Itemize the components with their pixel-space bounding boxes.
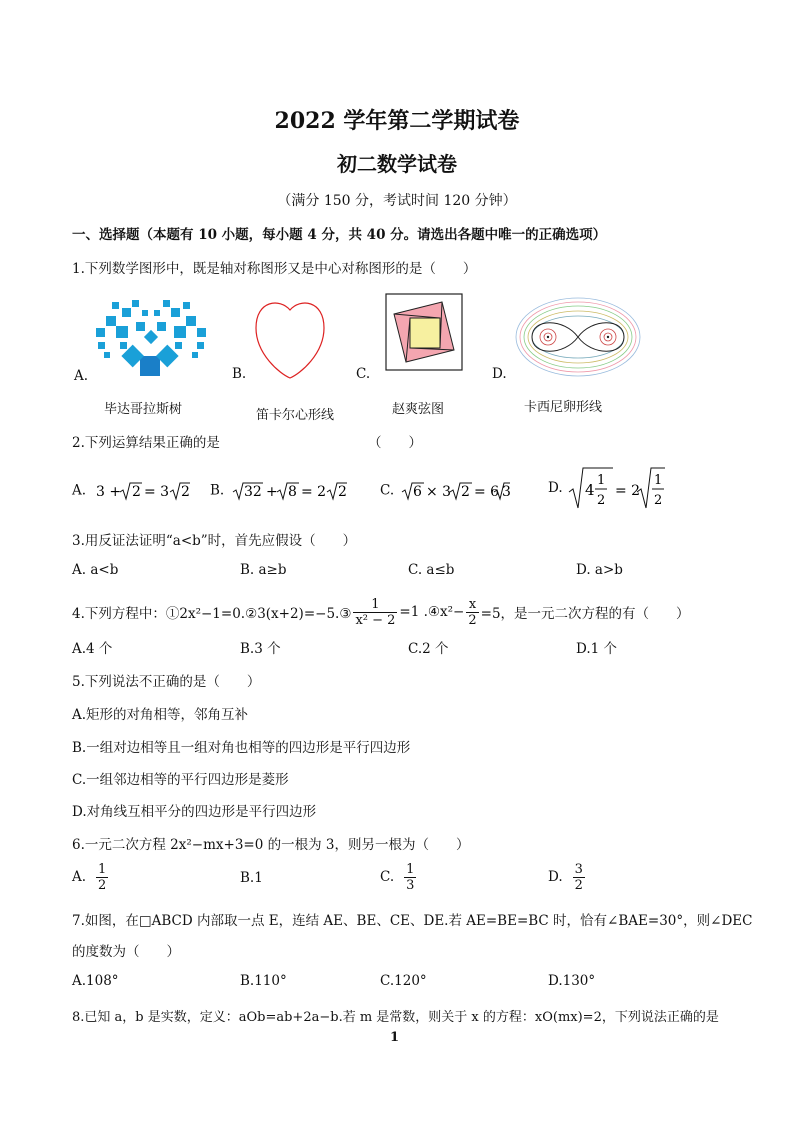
svg-text:= 2: = 2 (614, 483, 641, 499)
q6-option-c: C. $\frac{1}{3}$ (380, 861, 415, 893)
svg-text:8: 8 (287, 484, 297, 500)
q3-option-c: C. a≤b (408, 562, 455, 578)
exam-note: （满分 150 分，考试时间 120 分钟） (277, 193, 517, 209)
q4-fraction-1: $\frac{1}{\text{x² − 2}}$ (355, 596, 396, 628)
q6-option-d: D. $\frac{3}{2}$ (548, 861, 583, 893)
q5-stem: 5.下列说法不正确的是（ ） (72, 674, 261, 690)
q2-option-d: D. 4 1 2 = 2 1 2 (548, 466, 665, 512)
q4-option-b: B.3 个 (240, 641, 281, 657)
q4-option-c: C.2 个 (408, 641, 449, 657)
q1-caption-b: 笛卡尔心形线 (256, 408, 335, 423)
q1-letter-c: C. (356, 366, 371, 382)
q2-stem: 2.下列运算结果正确的是 (72, 435, 220, 451)
q6-stem: 6.一元二次方程 2x²−mx+3=0 的一根为 3，则另一根为（ ） (72, 837, 470, 853)
svg-text:2: 2 (132, 484, 142, 500)
svg-text:× 3: × 3 (426, 484, 452, 500)
q3-option-d: D. a>b (576, 562, 623, 578)
q7-option-a: A.108° (72, 973, 119, 989)
q4-fraction-2: $\frac{x}{2}$ (468, 596, 477, 628)
q2-option-b: B. 32 + 8 = 2 2 (210, 482, 347, 500)
q1-letter-b: B. (232, 366, 247, 382)
q7-line-1: 7.如图，在□ABCD 内部取一点 E，连结 AE、BE、CE、DE.若 AE=BE=BC 时，恰有∠BAE=30°，则∠DEC (72, 913, 753, 929)
svg-text:3 +: 3 + (96, 484, 122, 500)
svg-text:1: 1 (596, 473, 606, 488)
q3-option-b: B. a≥b (240, 562, 287, 578)
q5-option-c: C.一组邻边相等的平行四边形是菱形 (72, 772, 289, 788)
q1-letter-a: A. (74, 368, 89, 384)
q2-option-a: A. 3 + 2 = 3 2 (72, 482, 191, 500)
q6-option-b: B.1 (240, 870, 263, 886)
q6-option-a: A. $\frac{1}{2}$ (72, 861, 107, 893)
q4-stem: 4.下列方程中：①2x²−1=0.②3(x+2)=−5.③ $\frac{1}{\text{x² − 2}}$ =1 .④x²− $\frac{x}{2}$ =5，是一元二次方程的有（ ） (72, 596, 690, 628)
svg-text:1: 1 (653, 473, 663, 488)
svg-text:32: 32 (243, 484, 262, 500)
q1-letter-d: D. (492, 366, 507, 382)
exam-subtitle: 初二数学试卷 (337, 152, 457, 176)
q2-option-c: C. 6 × 3 2 = 6 3 (380, 482, 512, 500)
q1-stem: 1.下列数学图形中，既是轴对称图形又是中心对称图形的是（ ） (72, 261, 477, 277)
zhao-shuang-figure (384, 292, 464, 374)
q3-stem: 3.用反证法证明“a<b”时，首先应假设（ ） (72, 533, 357, 549)
svg-text:= 3: = 3 (144, 484, 170, 500)
pythagoras-tree-figure (92, 296, 210, 380)
q7-option-b: B.110° (240, 973, 287, 989)
q7-option-c: C.120° (380, 973, 427, 989)
exam-title: 2022 学年第二学期试卷 (274, 108, 520, 134)
svg-text:2: 2 (181, 484, 191, 500)
q1-caption-c: 赵爽弦图 (392, 402, 445, 417)
svg-text:4: 4 (584, 481, 595, 499)
q3-option-a: A. a<b (72, 562, 119, 578)
svg-text:= 2: = 2 (300, 484, 326, 500)
q5-option-d: D.对角线互相平分的四边形是平行四边形 (72, 804, 317, 820)
cardioid-figure (250, 296, 330, 382)
svg-text:+: + (265, 484, 278, 500)
q2-paren: （ ） (368, 435, 422, 451)
q8-stem: 8.已知 a，b 是实数，定义：aOb=ab+2a−b.若 m 是常数，则关于 x 的方程：xO(mx)=2，下列说法正确的是 (72, 1010, 719, 1025)
page-number: 1 (390, 1030, 400, 1045)
svg-text:2: 2 (596, 493, 606, 508)
svg-text:2: 2 (461, 484, 471, 500)
q1-caption-d: 卡西尼卵形线 (524, 400, 603, 415)
svg-text:= 6: = 6 (474, 484, 500, 500)
svg-text:2: 2 (653, 493, 663, 508)
q5-option-a: A.矩形的对角相等，邻角互补 (72, 707, 249, 723)
q4-option-d: D.1 个 (576, 641, 618, 657)
svg-text:6: 6 (413, 484, 423, 500)
q4-option-a: A.4 个 (72, 641, 113, 657)
q5-option-b: B.一组对边相等且一组对角也相等的四边形是平行四边形 (72, 740, 411, 756)
cassini-ovals-figure (514, 296, 642, 378)
q1-caption-a: 毕达哥拉斯树 (104, 402, 183, 417)
svg-text:3: 3 (502, 484, 512, 500)
section-heading: 一、选择题（本题有 10 小题，每小题 4 分，共 40 分。请选出各题中唯一的正确选项） (72, 227, 607, 243)
svg-text:2: 2 (337, 484, 347, 500)
q7-line-2: 的度数为（ ） (72, 944, 180, 960)
q7-option-d: D.130° (548, 973, 596, 989)
